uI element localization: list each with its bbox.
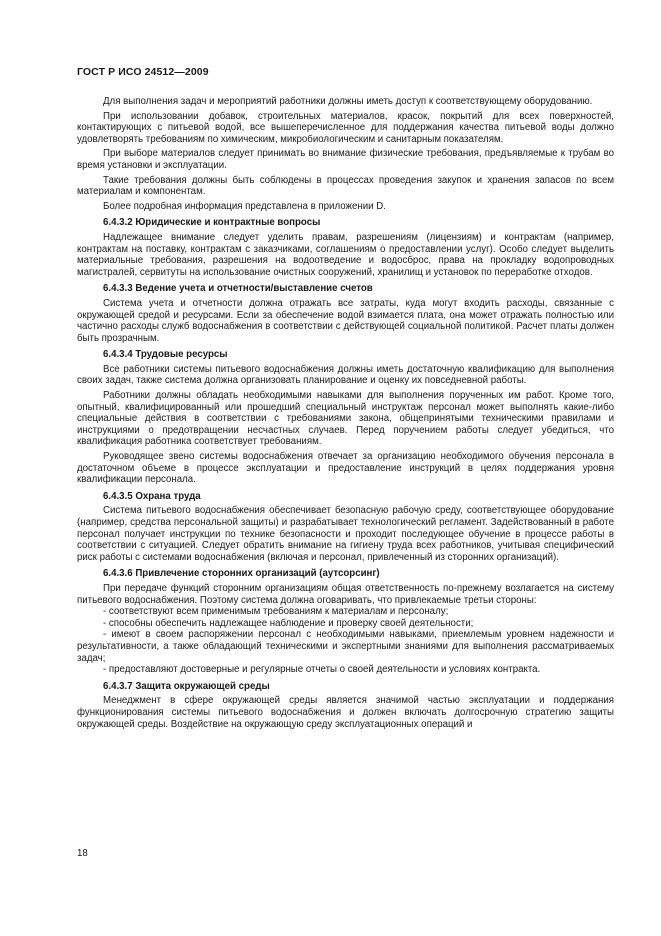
section-heading: 6.4.3.6 Привлечение сторонних организаций (аутсорсинг) [103,568,380,580]
list-item: - соответствуют всем применимым требованиям к материалам и персоналу; [103,606,449,618]
page-number: 18 [77,848,88,859]
list-item: - способны обеспечить надлежащее наблюдение и проверку своей деятельности; [103,617,474,629]
paragraph: Такие требования должны быть соблюдены в процессах проведения закупок и хранения запасов по всем материалам и компонентам. [77,174,614,198]
paragraph: При выборе материалов следует принимать во внимание физические требования, предъявляемые к трубам во время установки и эксплуатации. [77,148,614,171]
paragraph: При использовании добавок, строительных материалов, красок, покрытий для всех поверхностей, контактирующих с питьевой водой, все вышеперечисленное для поддержания качества питьевой воды должно удовлетворять требованиям по химическим, микробиологическим и санитарным показателям. [77,110,614,145]
document-body [77,96,614,730]
section-heading: 6.4.3.5 Охрана труда [103,490,201,502]
paragraph: Система питьевого водоснабжения обеспечивает безопасную рабочую среду, соответствующее оборудование (например, средства персональной защиты) и разрабатывает технологический регламент. Задействованный в работе персонал получает инструкции по технике безопасности и проходит последующее обучение в процессе работы в соответствии с ситуацией. Следует обратить внимание на гигиену труда всех работников, учитывая специфический риск работы с системами водоснабжения (включая и персонал, привлеченный из сторонних организаций). [77,505,614,563]
section-heading: 6.4.3.2 Юридические и контрактные вопросы [103,217,321,229]
requirements-list [77,606,614,676]
paragraph: Надлежащее внимание следует уделить правам, разрешениям (лицензиям) и контрактам (например, контрактам на поставку, контрактам с заказчиками, соглашениям о предоставлении услуг). Особо следует выделить материальные требования, разрешения на водоотведение и водосброс, права на прокладку водопроводных магистралей, сервитуты на использование очистных сооружений, хранилищ и установок по переработке отходов. [77,231,614,278]
paragraph: Работники должны обладать необходимыми навыками для выполнения порученных им работ. Кроме того, опытный, квалифицированный или прошедший специальный инструктаж персонал может выполнять какие-либо специальные действия в соответствии с требованиями закона, общепринятыми техническими правилами и инструкциями о предотвращении несчастных случаев. Перед поручением работы следует убедиться, что квалификация работника соответствует требованиям. [77,390,614,448]
paragraph: Все работники системы питьевого водоснабжения должны иметь достаточную квалификацию для выполнения своих задач, также система должна организовать планирование и оценку их повседневной работы. [77,363,614,387]
paragraph: Руководящее звено системы водоснабжения отвечает за организацию необходимого обучения персонала в достаточном объеме в процессе эксплуатации и предоставление инструкций в целях поддержания уровня квалификации персонала. [77,451,614,486]
list-item: - предоставляют достоверные и регулярные отчеты о своей деятельности и условиях контракта. [103,664,541,676]
list-item: - имеют в своем распоряжении персонал с необходимыми навыками, приемлемым уровнем надежности и результативности, а также обладающий техническими и экспертными знаниями для выполнения рассматриваемых задач; [77,629,614,664]
paragraph: Менеджмент в сфере окружающей среды является значимой частью эксплуатации и поддержания функционирования системы питьевого водоснабжения и должен включать долгосрочную стратегию защиты окружающей среды. Воздействие на окружающую среду эксплуатационных операций и [77,695,614,730]
section-heading: 6.4.3.7 Защита окружающей среды [103,680,270,692]
document-header: ГОСТ Р ИСО 24512—2009 [77,66,209,78]
paragraph: При передаче функций сторонним организациям общая ответственность по-прежнему возлагается на систему питьевого водоснабжения. Поэтому система должна оговаривать, что привлекаемые третьи стороны: [77,582,614,606]
paragraph: Более подробная информация представлена в приложении D. [103,200,386,212]
paragraph: Для выполнения задач и мероприятий работники должны иметь доступ к соответствующему оборудованию. [103,96,593,107]
section-heading: 6.4.3.3 Ведение учета и отчетности/выставление счетов [103,283,373,295]
section-heading: 6.4.3.4 Трудовые ресурсы [103,349,228,361]
paragraph: Система учета и отчетности должна отражать все затраты, куда могут входить расходы, связанные с окружающей средой и ресурсами. Если за обеспечение водой взимается плата, она может отражать полностью или частично расходы служб водоснабжения в соответствии с действующей социальной политикой. Расчет платы должен быть прозрачным. [77,297,614,344]
